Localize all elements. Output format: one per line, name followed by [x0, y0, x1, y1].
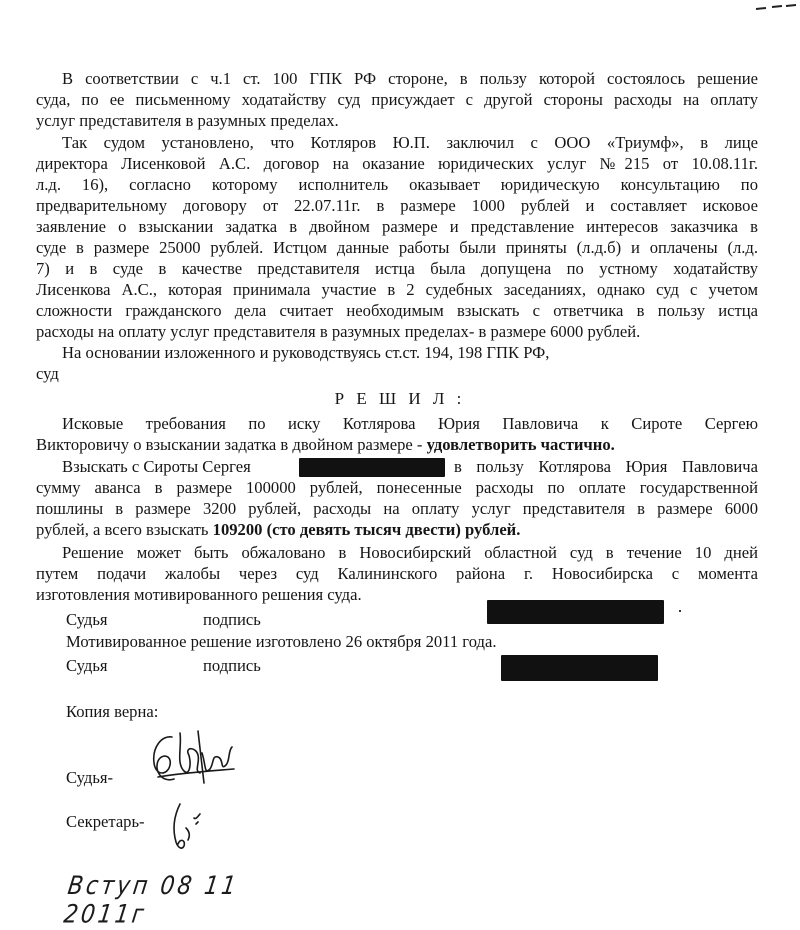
para2-line4: предварительному договору от 22.07.11г. в размере 1000 рублей и составляет исковое — [36, 196, 758, 215]
para2-line9: сложности гражданского дела считает необходимым взыскать с ответчика в пользу истца — [36, 301, 758, 320]
resolution1-line2-text: Викторовичу о взыскании задатка в двойном размере - — [36, 435, 427, 454]
para1-line2: суда, по ее письменному ходатайству суд присуждает с другой стороны расходы на оплату — [36, 90, 758, 109]
redaction-block — [487, 600, 664, 624]
speck — [679, 610, 681, 612]
para2-line7: 7) и в суде в качестве представителя истца была допущена по устному ходатайству — [36, 259, 758, 278]
resolution1-line1: Исковые требования по иску Котлярова Юрия Павловича к Сироте Сергею — [62, 414, 758, 433]
para2-line3: л.д. 16), согласно которому исполнитель оказывает юридическую консультацию по — [36, 175, 758, 194]
judge-label-3: Судья- — [66, 768, 114, 787]
handwritten-note-text: Вступ 08 11 2011г — [61, 872, 241, 930]
para3-line1: На основании изложенного и руководствуясь ст.ст. 194, 198 ГПК РФ, — [62, 343, 550, 362]
resolution1-verdict: удовлетворить частично. — [426, 435, 615, 454]
para3-line2: суд — [36, 364, 59, 383]
judge-signature-icon — [140, 725, 240, 795]
resolution2-line3: пошлины в размере 3200 рублей, расходы на оплату услуг представителя в размере 6000 — [36, 499, 758, 518]
resolution2-line4-text: рублей, а всего взыскать — [36, 520, 213, 539]
handwritten-note — [61, 872, 310, 930]
appeal-line2: путем подачи жалобы через суд Калининского района г. Новосибирска с момента — [36, 564, 758, 583]
resolution1-line2 — [36, 435, 758, 455]
judge-sign-1: подпись — [203, 610, 261, 629]
para2-line2: директора Лисенковой А.С. договор на оказание юридических услуг №215 от 10.08.11г. — [36, 154, 758, 173]
redaction-block — [299, 458, 445, 477]
para1-line3: услуг представителя в разумных пределах. — [36, 111, 339, 130]
redaction-block — [501, 655, 658, 681]
para2-line10: расходы на оплату услуг представителя в разумных пределах- в размере 6000 рублей. — [36, 322, 641, 341]
para2-line8: Лисенкова А.С., которая принимала участие в 2 судебных заседаниях, однако суд с учетом — [36, 280, 758, 299]
appeal-line1: Решение может быть обжаловано в Новосибирский областной суд в течение 10 дней — [62, 543, 758, 562]
judge-sign-2: подпись — [203, 656, 261, 675]
secretary-signature-icon — [160, 798, 220, 858]
resolution2-line2: сумму аванса в размере 100000 рублей, понесенные расходы по оплате государственной — [36, 478, 758, 497]
resolution2-line1-left: Взыскать с Сироты Сергея — [62, 457, 251, 476]
motivated-decision-date: Мотивированное решение изготовлено 26 октября 2011 года. — [66, 632, 497, 651]
para2-line5: заявление о взыскании задатка в двойном размере и представление интересов заказчика в — [36, 217, 758, 236]
para2-line1: Так судом установлено, что Котляров Ю.П. заключил с ООО «Триумф», в лице — [62, 133, 758, 152]
judge-label-2: Судья — [66, 656, 108, 675]
judge-label-1: Судья — [66, 610, 108, 629]
appeal-line3: изготовления мотивированного решения суда. — [36, 585, 362, 604]
decision-heading: Р Е Ш И Л : — [334, 389, 466, 408]
total-amount: 109200 (сто девять тысяч двести) рублей. — [212, 520, 521, 539]
corner-mark-icon — [752, 0, 800, 14]
copy-true-label: Копия верна: — [66, 702, 159, 721]
para2-line6: суде в размере 25000 рублей. Истцом данные работы были приняты (л.д.б) и оплачены (л.д. — [36, 238, 758, 257]
resolution2-line1-right: в пользу Котлярова Юрия Павловича — [454, 457, 758, 476]
resolution2-line4 — [36, 520, 758, 540]
secretary-label: Секретарь- — [66, 812, 145, 831]
para1-line1: В соответствии с ч.1 ст. 100 ГПК РФ стороне, в пользу которой состоялось решение — [62, 69, 758, 88]
